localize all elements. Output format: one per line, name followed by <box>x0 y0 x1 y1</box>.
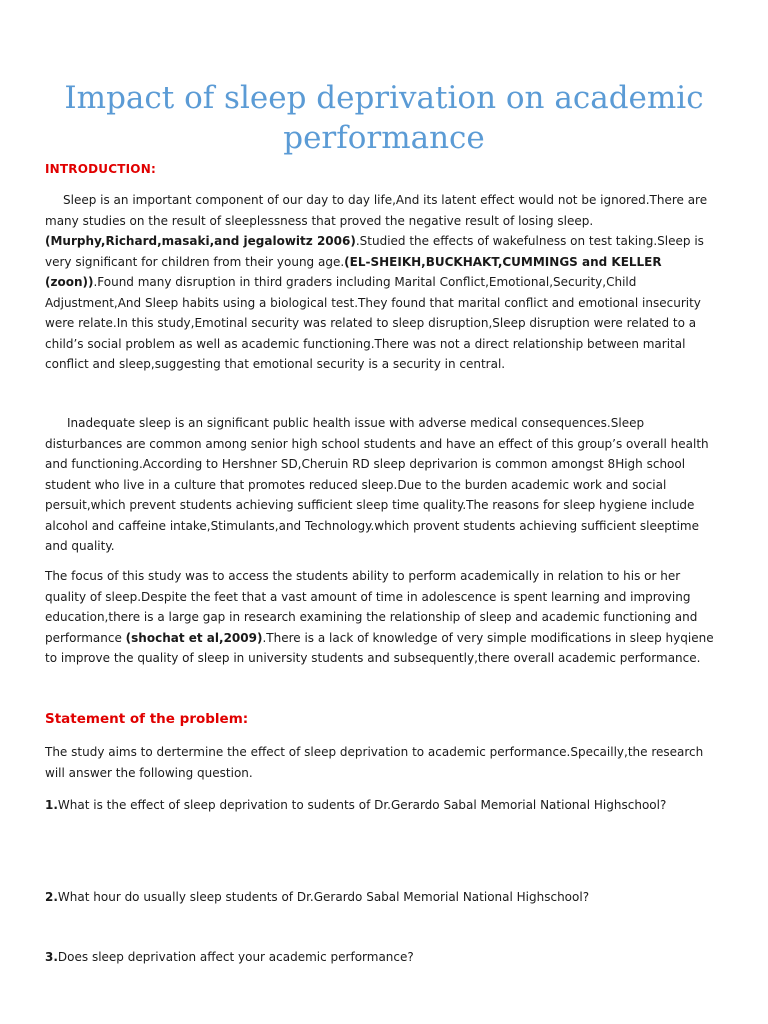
p1-citation-1: (Murphy,Richard,masaki,and jegalowitz 2006) <box>45 234 356 248</box>
document-title: Impact of sleep deprivation on academic performance <box>64 80 704 156</box>
p3-text-b: .There is a lack of knowledge of very simple modifications in sleep hyqiene to improve the quality of sleep in university students and subsequently,there overall academic performance. <box>45 630 714 665</box>
introduction-heading: INTRODUCTION: <box>45 162 156 176</box>
p1-text-b: .Studied the effects of wakefulness on test taking.Sleep is very significant for children from their young age. <box>45 234 704 269</box>
question-3-text: Does sleep deprivation affect your academic performance? <box>57 950 414 964</box>
problem-paragraph: The study aims to dertermine the effect of sleep deprivation to academic performance.Specailly,the research will answer the following question. <box>45 745 704 780</box>
intro-paragraph-2: Inadequate sleep is an significant public health issue with adverse medical consequences.Sleep disturbances are common among senior high school students and have an effect of this group’s overall health and functioning.According to Hershner SD,Cheruin RD sleep deprivarion is common amongst 8High school student who live in a culture that promotes reduced sleep.Due to the burden academic work and social persuit,which prevent students achieving sufficient sleep time quality.The reasons for sleep hygiene include alcohol and caffeine intake,Stimulants,and Technology.which provent students achieving sufficient sleeptime and quality. <box>45 416 709 553</box>
intro-paragraph-3 <box>45 566 725 669</box>
question-1-text: What is the effect of sleep deprivation to sudents of Dr.Gerardo Sabal Memorial National Highschool? <box>57 798 667 812</box>
question-3 <box>45 947 725 968</box>
question-2-number: 2. <box>45 890 58 904</box>
p3-text-a: The focus of this study was to access the students ability to perform academically in relation to his or her quality of sleep.Despite the feet that a vast amount of time in adolescence is spent learning and improving education,there is a large gap in research examining the relationship of sleep and academic functioning and performance <box>45 569 698 645</box>
intro-paragraph-1 <box>45 190 725 375</box>
p1-text-a: Sleep is an important component of our day to day life,And its latent effect would not be ignored.There are many studies on the result of sleeplessness that proved the negative result of losing sleep. <box>45 193 708 228</box>
p3-citation: (shochat et al,2009) <box>125 630 263 645</box>
problem-heading: Statement of the problem: <box>45 711 249 727</box>
question-1-number: 1. <box>45 798 58 812</box>
question-3-number: 3. <box>45 950 58 964</box>
p1-text-c: .Found many disruption in third graders including Marital Conflict,Emotional,Security,Child Adjustment,And Sleep habits using a biological test.They found that marital conflict and emotional insecurity were relate.In this study,Emotinal security was related to sleep disruption,Sleep disruption were related to a child’s social problem as well as academic functioning.There was not a direct relationship between marital conflict and sleep,suggesting that emotional security is a security in central. <box>45 275 701 371</box>
p1-citation-2: (EL-SHEIKH,BUCKHAKT,CUMMINGS and KELLER (zoon)) <box>45 254 662 289</box>
question-1 <box>45 795 725 816</box>
question-2 <box>45 887 725 908</box>
question-2-text: What hour do usually sleep students of Dr.Gerardo Sabal Memorial National Highschool? <box>57 890 590 904</box>
